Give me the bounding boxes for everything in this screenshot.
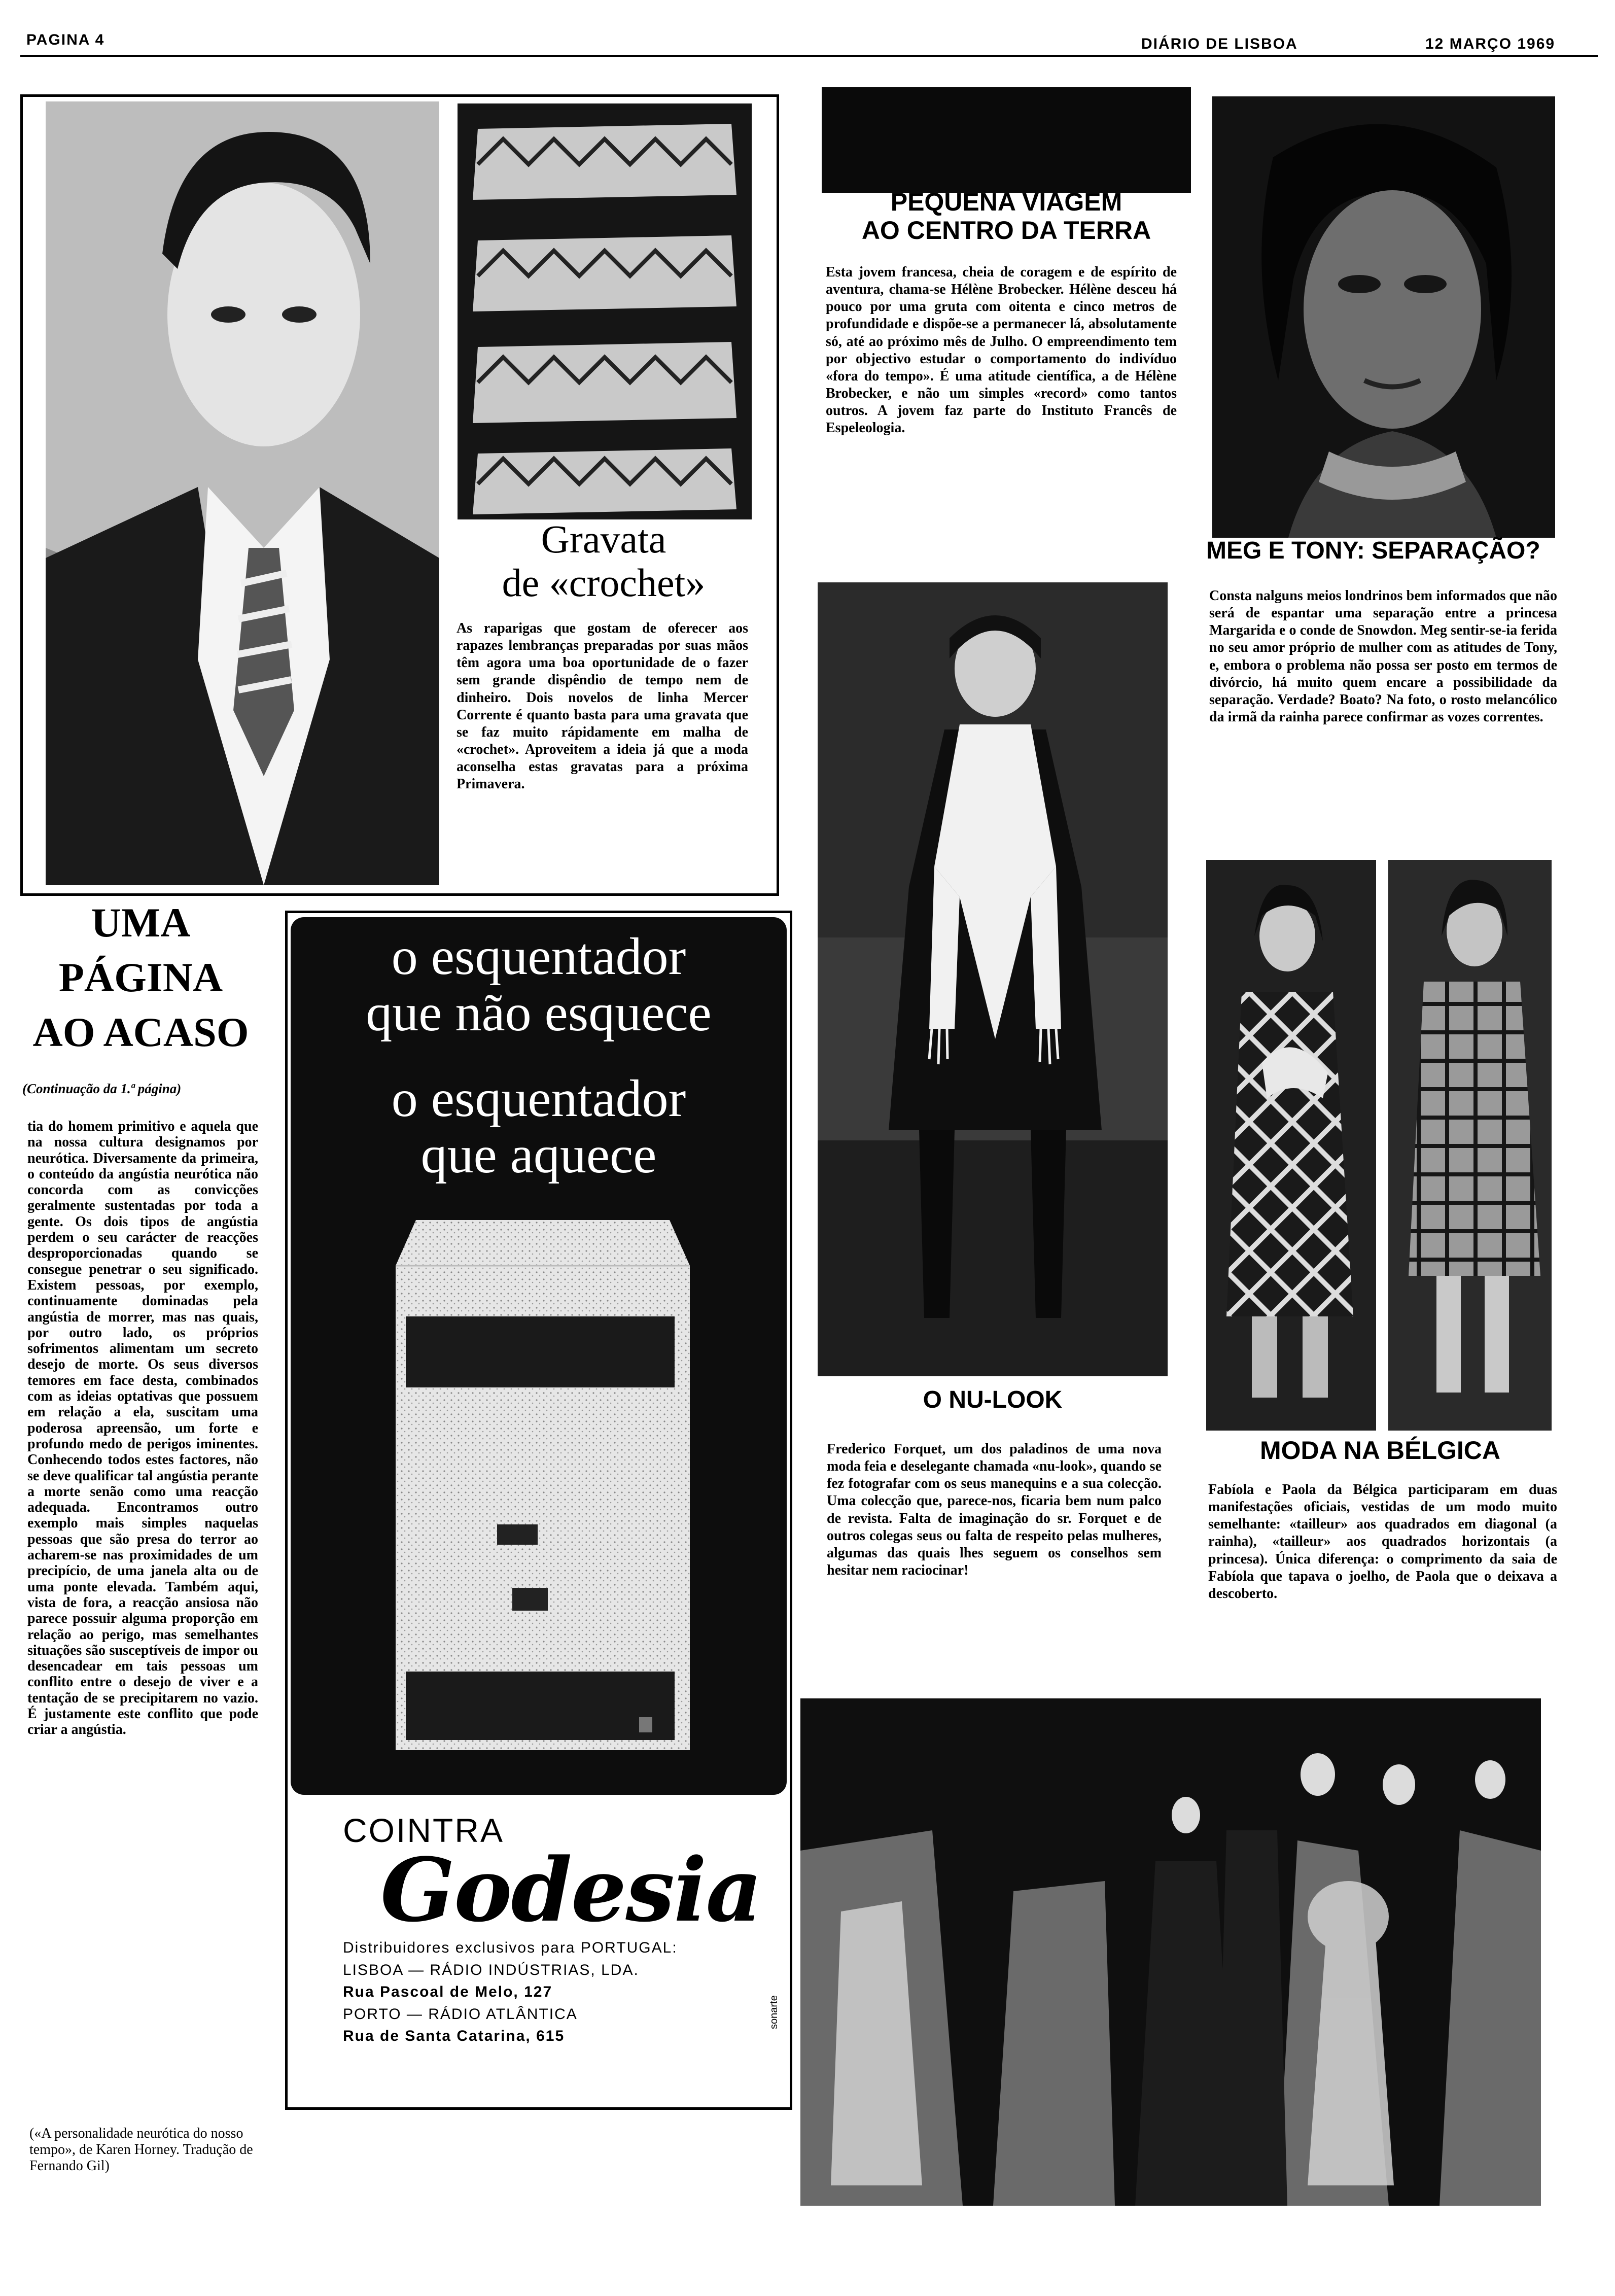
- ad-product-logo: Godesia: [380, 1838, 761, 1941]
- acaso-continuation: (Continuação da 1.ª página): [22, 1081, 182, 1096]
- crochet-title-line2: de «crochet»: [502, 560, 706, 605]
- ad-lisboa-address: Rua Pascoal de Melo, 127: [343, 1984, 553, 2000]
- meg-title: MEG E TONY: SEPARAÇÃO?: [1206, 537, 1540, 564]
- ad-lisboa: LISBOA — RÁDIO INDÚSTRIAS, LDA.: [343, 1961, 639, 1978]
- ad-slogan-1: [291, 928, 787, 1041]
- ad-agency: sonarte: [768, 1995, 780, 2029]
- acaso-title-line2: PÁGINA: [58, 954, 223, 1001]
- crochet-text: As raparigas que gostam de oferecer aos rapazes lembranças preparadas por suas mãos têm agora uma boa oportunidade de o fazer sem grande dispêndio de tempo nem de dinheiro. Dois novelos de linha Mercer Corrente é quanto basta para uma gravata que se faz muito rápidamente em malha de «crochet». Aproveitem a ideia já que a moda aconselha estas gravatas para a próxima Primavera.: [457, 620, 748, 792]
- acaso-text: tia do homem primitivo e aquela que na nossa cultura designamos por neurótica. Diversamente da primeira, o conteúdo da angústia neurótica não concorda com as convicções geralmente sustentadas por toda a gente. Os dois tipos de angústia perdem o seu carácter de reacções desproporcionadas quando se consegue penetrar o seu significado. Existem pessoas, por exemplo, continuamente dominadas pela angústia de morrer, mas nas quais, por outro lado, os próprios sofrimentos alimentam um secreto desejo de morte. Os seus diversos temores em face desta, combinados com as ideias optativas que possuem em relação a ela, suscitam uma poderosa apreensão, um forte e profundo medo de perigos iminentes. Conhecendo todos estes factores, não se deve qualificar tal angústia perante a morte senão como uma reacção adequada. Encontramos outro exemplo mais simples naquelas pessoas que são presa do terror ao acharem-se nas proximidades de um precipício, de uma janela alta ou de uma ponte elevada. Também aqui, vista de fora, a reacção ansiosa não parece possuir alguma proporção em relação ao perigo, mas semelhantes situações são susceptíveis de impor ou desencadear em tais pessoas um conflito entre o desejo de viver e a tentação de se precipitarem no vazio. É justamente este conflito que pode criar a angústia.: [27, 1119, 258, 1738]
- ad-porto-address: Rua de Santa Catarina, 615: [343, 2028, 565, 2044]
- water-heater-image: [385, 1220, 695, 1750]
- viagem-title-line1: PEQUENA VIAGEM: [890, 188, 1122, 216]
- ad-distributors: [343, 1937, 779, 2104]
- ad-brand: COINTRA: [343, 1812, 504, 1849]
- ad-slogan-2: [291, 1070, 787, 1184]
- meg-text: Consta nalguns meios londrinos bem informados que não será de espantar uma separação entre a princesa Margarida e o conde de Snowdon. Meg sentir-se-ia ferida no seu amor próprio de mulher com as atitudes de Tony, e, embora o problema não possa ser posto em termos de divórcio, há muito quem encare a possibilidade da separação. Verdade? Boato? Na foto, o rosto melancólico da irmã da rainha parece confirmar as vozes correntes.: [1209, 588, 1557, 725]
- nulook-title: O NU-LOOK: [923, 1386, 1063, 1413]
- viagem-title: [817, 188, 1196, 245]
- ad-porto: PORTO — RÁDIO ATLÂNTICA: [343, 2005, 578, 2023]
- man-with-tie-photo: [46, 101, 439, 885]
- acaso-title: [20, 895, 261, 1060]
- belgica-title: MODA NA BÉLGICA: [1259, 1436, 1501, 1465]
- crochet-title: [446, 517, 761, 605]
- belgica-text: Fabíola e Paola da Bélgica participaram em duas manifestações oficiais, vestidas de um modo muito semelhante: «tailleur» aos quadrados em diagonal (a rainha), «tailleur» aos quadrados horizontais (a princesa). Única diferença: o comprimento da saia de Fabíola que tapava o joelho, de Paola que o deixava a descoberto.: [1208, 1482, 1557, 1602]
- acaso-title-line3: AO ACASO: [32, 1009, 249, 1056]
- ad-slogan-line3: o esquentador: [391, 1069, 686, 1128]
- crochet-tie-photo: [458, 103, 752, 519]
- ad-slogan-line2: que não esquece: [366, 984, 712, 1042]
- fabiola-photo: [1206, 860, 1376, 1431]
- newspaper-name: DIÁRIO DE LISBOA: [1141, 36, 1298, 52]
- viagem-title-line2: AO CENTRO DA TERRA: [861, 216, 1151, 245]
- ad-distributors-title: Distribuidores exclusivos para PORTUGAL:: [343, 1939, 678, 1956]
- acaso-title-line1: UMA: [91, 899, 191, 946]
- ad-slogan-line4: que aquece: [420, 1126, 657, 1185]
- ad-slogan-line1: o esquentador: [391, 927, 686, 986]
- crowd-photo: [800, 1698, 1541, 2206]
- viagem-photo-strip: [822, 87, 1191, 193]
- acaso-credit: («A personalidade neurótica do nosso tempo», de Karen Horney. Tradução de Fernando Gil): [29, 2126, 253, 2174]
- crochet-title-line1: Gravata: [541, 517, 666, 561]
- viagem-text: Esta jovem francesa, cheia de coragem e de espírito de aventura, chama-se Hélène Brobecker. Hélène desceu há pouco por uma gruta com oitenta e cinco metros de profundidade e dispõe-se a permanecer lá, absolutamente só, até ao próximo mês de Julho. O empreendimento tem por objectivo estudar o comportamento do indivíduo «fora do tempo». É uma atitude científica, a de Hélène Brobecker, e não um simples «record» como tantos outros. A jovem faz parte do Instituto Francês de Espeleologia.: [826, 264, 1177, 436]
- page-number: PAGINA 4: [26, 31, 105, 48]
- paola-photo: [1388, 860, 1552, 1431]
- nulook-text: Frederico Forquet, um dos paladinos de uma nova moda feia e deselegante chamada «nu-look», quando se fez fotografar com os seus manequins e a sua colecção. Uma colecção que, parece-nos, ficaria bem num palco de revista. Falta de imaginação do sr. Forquet e de outros colegas seus ou falta de respeito pelas mulheres, algumas das quais lhes seguem os conselhos sem hesitar nem raciocinar!: [827, 1441, 1162, 1579]
- header-rule: [20, 55, 1598, 57]
- princess-margaret-photo: [1212, 96, 1555, 538]
- nu-look-photo: [818, 582, 1168, 1376]
- issue-date: 12 MARÇO 1969: [1425, 36, 1556, 52]
